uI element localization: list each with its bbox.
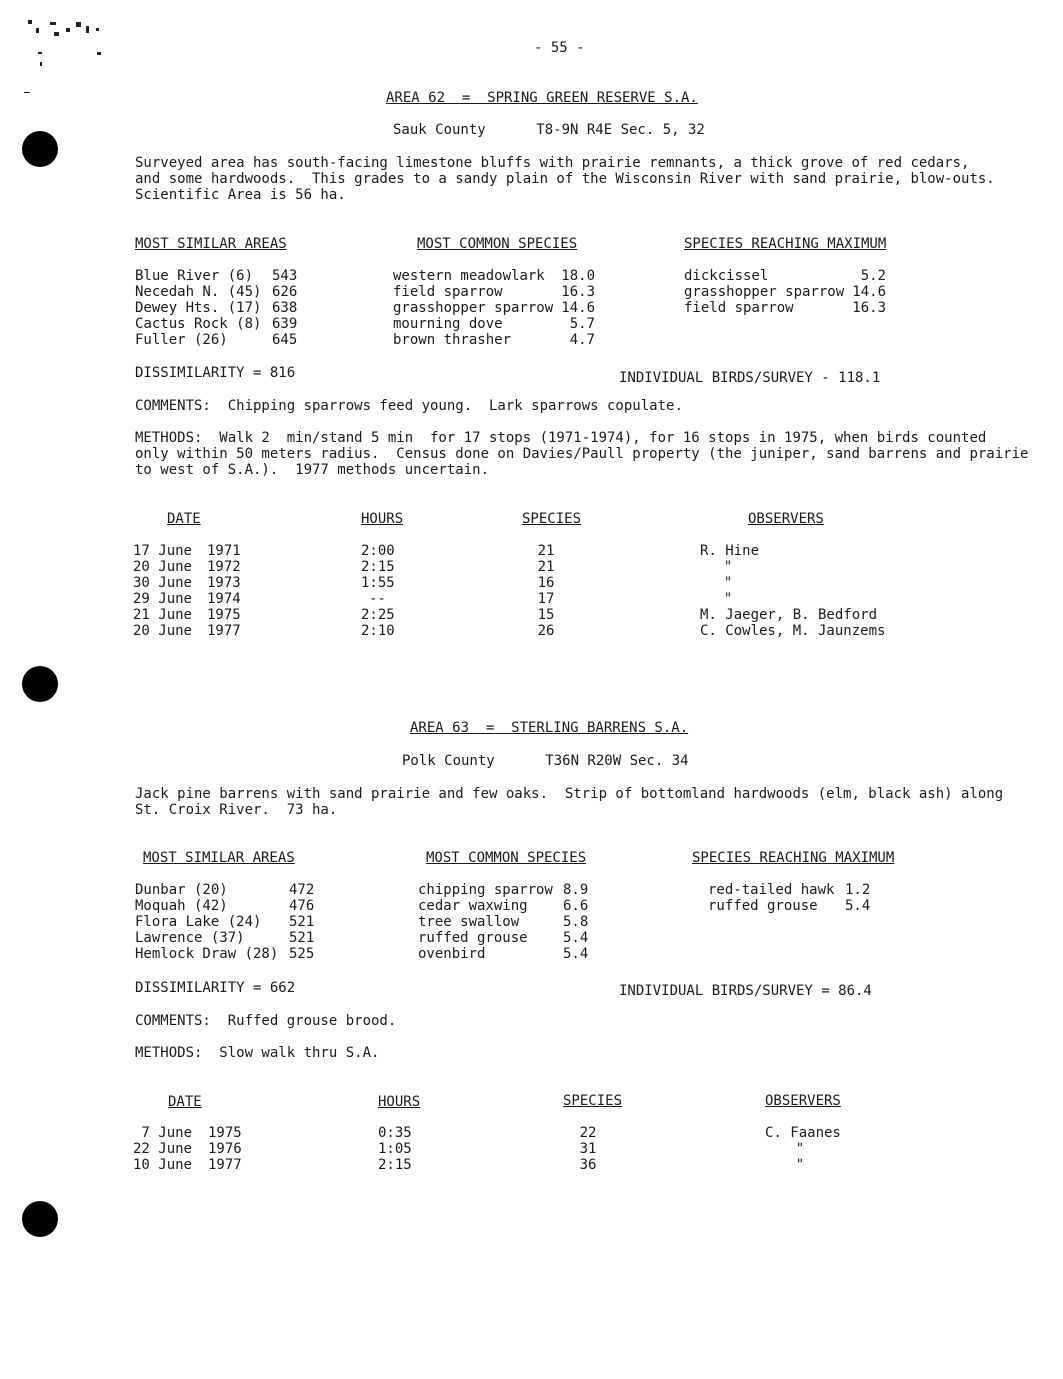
- survey-year: 1974: [207, 591, 241, 607]
- description-line: Surveyed area has south-facing limestone bluffs with prairie remnants, a thick grove of red cedars,: [135, 155, 970, 171]
- binder-hole-middle: [22, 666, 58, 702]
- survey-day: 17 June: [132, 543, 192, 559]
- survey-hours: 1:55: [361, 575, 395, 591]
- similar-area-name: Blue River (6): [135, 268, 254, 284]
- similar-area-name: Dunbar (20): [135, 882, 228, 898]
- description-line: Jack pine barrens with sand prairie and few oaks. Strip of bottomland hardwoods (elm, black ash) along: [135, 786, 1004, 802]
- area-62-title: AREA 62 = SPRING GREEN RESERVE S.A.: [386, 90, 698, 106]
- survey-species: 16: [537, 575, 555, 591]
- common-species-name: tree swallow: [418, 914, 520, 930]
- survey-day: 29 June: [132, 591, 192, 607]
- survey-species: 31: [579, 1141, 597, 1157]
- species-reaching-maximum-header: SPECIES REACHING MAXIMUM: [692, 850, 895, 866]
- survey-year: 1972: [207, 559, 241, 575]
- common-species-value: 6.6: [563, 898, 589, 914]
- survey-observers: C. Cowles, M. Jaunzems: [700, 623, 886, 639]
- species-reaching-maximum-header: SPECIES REACHING MAXIMUM: [684, 236, 887, 252]
- survey-observers: ": [723, 559, 733, 575]
- survey-day: 20 June: [132, 623, 192, 639]
- survey-hours: 1:05: [378, 1141, 412, 1157]
- maximum-species-value: 5.2: [860, 268, 886, 284]
- survey-hours: 2:25: [361, 607, 395, 623]
- area-63-title: AREA 63 = STERLING BARRENS S.A.: [410, 720, 689, 736]
- survey-species: 21: [537, 559, 555, 575]
- survey-observers: R. Hine: [700, 543, 760, 559]
- maximum-species-name: dickcissel: [684, 268, 769, 284]
- common-species-name: grasshopper sparrow: [393, 300, 554, 316]
- common-species-value: 16.3: [561, 284, 595, 300]
- survey-date-header: DATE: [167, 511, 201, 527]
- survey-day: 21 June: [132, 607, 192, 623]
- similar-area-value: 476: [289, 898, 315, 914]
- survey-hours: 2:10: [361, 623, 395, 639]
- individual-birds-per-survey: INDIVIDUAL BIRDS/SURVEY - 118.1: [619, 370, 881, 386]
- maximum-species-name: field sparrow: [684, 300, 794, 316]
- survey-species: 15: [537, 607, 555, 623]
- survey-year: 1971: [207, 543, 241, 559]
- common-species-value: 14.6: [561, 300, 595, 316]
- survey-day: 10 June: [132, 1157, 192, 1173]
- survey-observers: ": [723, 575, 733, 591]
- survey-species: 36: [579, 1157, 597, 1173]
- similar-area-name: Hemlock Draw (28): [135, 946, 279, 962]
- common-species-value: 5.4: [563, 930, 589, 946]
- similar-area-name: Fuller (26): [135, 332, 228, 348]
- individual-birds-per-survey: INDIVIDUAL BIRDS/SURVEY = 86.4: [619, 983, 872, 999]
- similar-area-value: 638: [272, 300, 298, 316]
- methods-line: METHODS: Walk 2 min/stand 5 min for 17 stops (1971-1974), for 16 stops in 1975, when birds counted: [135, 430, 987, 446]
- survey-observers: C. Faanes: [765, 1125, 841, 1141]
- survey-observers: ": [795, 1157, 805, 1173]
- survey-day: 7 June: [141, 1125, 192, 1141]
- maximum-species-value: 16.3: [852, 300, 886, 316]
- comments: COMMENTS: Ruffed grouse brood.: [135, 1013, 397, 1029]
- dissimilarity: DISSIMILARITY = 816: [135, 365, 296, 381]
- common-species-value: 8.9: [563, 882, 589, 898]
- survey-observers: ": [723, 591, 733, 607]
- survey-species: 22: [579, 1125, 597, 1141]
- survey-species: 17: [537, 591, 555, 607]
- similar-area-value: 543: [272, 268, 298, 284]
- common-species-value: 18.0: [561, 268, 595, 284]
- survey-species: 26: [537, 623, 555, 639]
- common-species-value: 5.7: [569, 316, 595, 332]
- survey-day: 20 June: [132, 559, 192, 575]
- most-similar-areas-header: MOST SIMILAR AREAS: [135, 236, 287, 252]
- similar-area-name: Dewey Hts. (17): [135, 300, 262, 316]
- description-line: Scientific Area is 56 ha.: [135, 187, 346, 203]
- methods-line: only within 50 meters radius. Census done on Davies/Paull property (the juniper, sand barrens and prairie: [135, 446, 1029, 462]
- survey-year: 1975: [208, 1125, 242, 1141]
- page-number: - 55 -: [534, 40, 585, 56]
- binder-hole-top: [22, 131, 58, 167]
- survey-hours: 2:15: [378, 1157, 412, 1173]
- survey-date-header: DATE: [168, 1094, 202, 1110]
- common-species-name: ovenbird: [418, 946, 486, 962]
- most-common-species-header: MOST COMMON SPECIES: [426, 850, 587, 866]
- survey-year: 1977: [207, 623, 241, 639]
- survey-species: 21: [537, 543, 555, 559]
- comments: COMMENTS: Chipping sparrows feed young. Lark sparrows copulate.: [135, 398, 683, 414]
- survey-year: 1976: [208, 1141, 242, 1157]
- survey-observers-header: OBSERVERS: [748, 511, 824, 527]
- common-species-value: 5.4: [563, 946, 589, 962]
- survey-day: 30 June: [132, 575, 192, 591]
- maximum-species-name: ruffed grouse: [708, 898, 818, 914]
- most-common-species-header: MOST COMMON SPECIES: [417, 236, 578, 252]
- binder-hole-bottom: [22, 1201, 58, 1237]
- methods-line: to west of S.A.). 1977 methods uncertain.: [135, 462, 490, 478]
- similar-area-name: Cactus Rock (8): [135, 316, 262, 332]
- survey-year: 1977: [208, 1157, 242, 1173]
- common-species-name: chipping sparrow: [418, 882, 553, 898]
- most-similar-areas-header: MOST SIMILAR AREAS: [143, 850, 295, 866]
- common-species-name: cedar waxwing: [418, 898, 528, 914]
- similar-area-value: 525: [289, 946, 315, 962]
- common-species-name: ruffed grouse: [418, 930, 528, 946]
- survey-observers: M. Jaeger, B. Bedford: [700, 607, 878, 623]
- description-line: St. Croix River. 73 ha.: [135, 802, 338, 818]
- similar-area-value: 626: [272, 284, 298, 300]
- methods-line: METHODS: Slow walk thru S.A.: [135, 1045, 380, 1061]
- common-species-name: western meadowlark: [393, 268, 545, 284]
- similar-area-name: Necedah N. (45): [135, 284, 262, 300]
- survey-species-header: SPECIES: [563, 1093, 623, 1109]
- survey-hours-header: HOURS: [378, 1094, 421, 1110]
- survey-year: 1973: [207, 575, 241, 591]
- survey-hours: 2:15: [361, 559, 395, 575]
- similar-area-name: Lawrence (37): [135, 930, 245, 946]
- similar-area-value: 639: [272, 316, 298, 332]
- common-species-value: 5.8: [563, 914, 589, 930]
- survey-hours: --: [369, 591, 386, 607]
- maximum-species-value: 1.2: [845, 882, 871, 898]
- common-species-name: mourning dove: [393, 316, 503, 332]
- area-63-location: Polk County T36N R20W Sec. 34: [402, 753, 689, 769]
- similar-area-value: 521: [289, 914, 315, 930]
- maximum-species-name: red-tailed hawk: [708, 882, 835, 898]
- survey-hours: 0:35: [378, 1125, 412, 1141]
- maximum-species-name: grasshopper sparrow: [684, 284, 845, 300]
- maximum-species-value: 14.6: [852, 284, 886, 300]
- common-species-value: 4.7: [569, 332, 595, 348]
- dissimilarity: DISSIMILARITY = 662: [135, 980, 296, 996]
- similar-area-name: Moquah (42): [135, 898, 228, 914]
- maximum-species-value: 5.4: [845, 898, 871, 914]
- survey-species-header: SPECIES: [522, 511, 582, 527]
- similar-area-value: 645: [272, 332, 298, 348]
- common-species-name: brown thrasher: [393, 332, 512, 348]
- survey-year: 1975: [207, 607, 241, 623]
- survey-hours-header: HOURS: [361, 511, 404, 527]
- similar-area-value: 472: [289, 882, 315, 898]
- survey-observers: ": [795, 1141, 805, 1157]
- common-species-name: field sparrow: [393, 284, 503, 300]
- area-62-location: Sauk County T8-9N R4E Sec. 5, 32: [393, 122, 705, 138]
- similar-area-value: 521: [289, 930, 315, 946]
- survey-observers-header: OBSERVERS: [765, 1093, 841, 1109]
- survey-hours: 2:00: [361, 543, 395, 559]
- description-line: and some hardwoods. This grades to a sandy plain of the Wisconsin River with sand prairie, blow-outs.: [135, 171, 995, 187]
- similar-area-name: Flora Lake (24): [135, 914, 262, 930]
- survey-day: 22 June: [132, 1141, 192, 1157]
